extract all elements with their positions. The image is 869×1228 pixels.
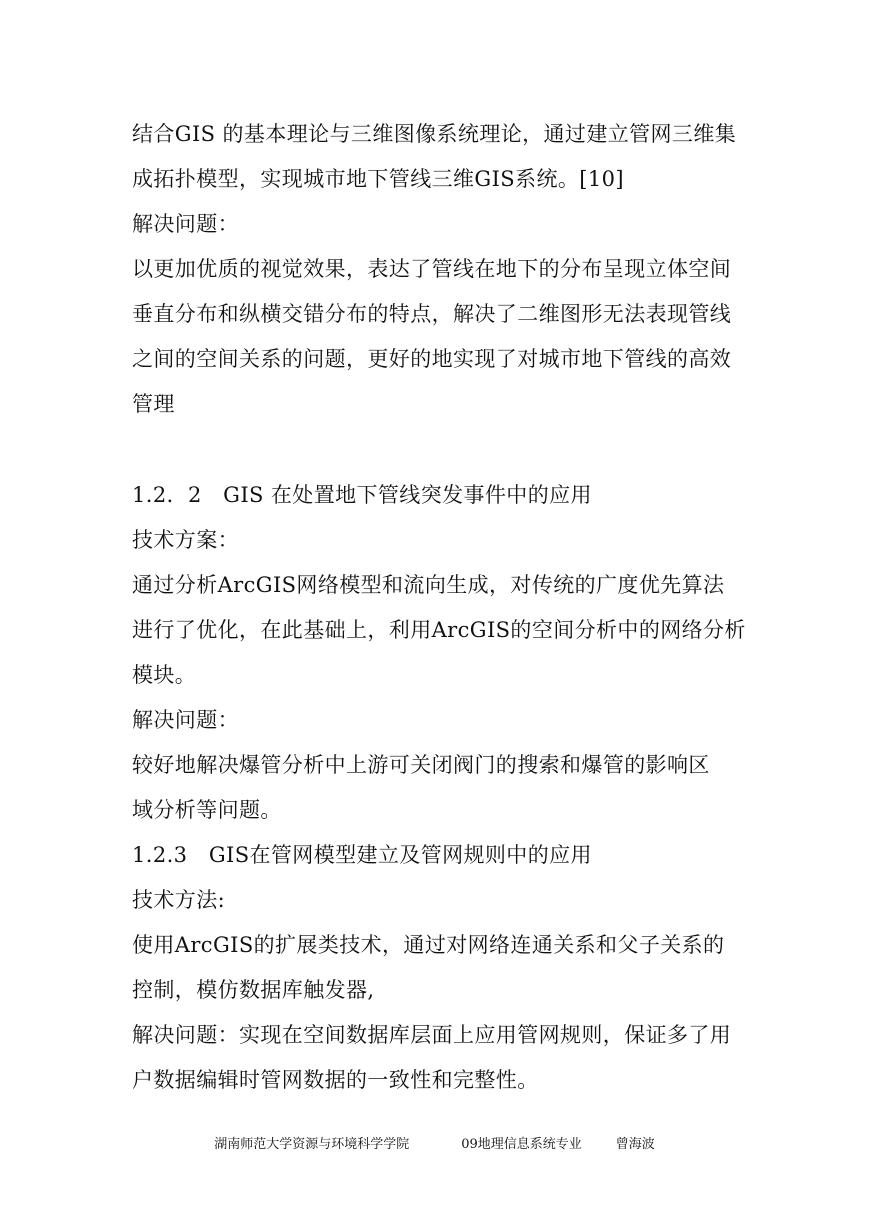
paragraph-gap	[132, 427, 752, 473]
paragraph-line: 通过分析ArcGIS网络模型和流向生成，对传统的广度优先算法	[132, 573, 725, 597]
page-footer	[0, 1134, 869, 1156]
label-technical-method: 技术方法:	[132, 888, 226, 912]
label-problem: 解决问题：	[132, 708, 239, 732]
paragraph-line: 域分析等问题。	[132, 798, 282, 822]
paragraph-line: 以更加优质的视觉效果，表达了管线在地下的分布呈现立体空间	[132, 257, 732, 281]
paragraph-line: 模块。	[132, 663, 197, 687]
paragraph-line: 成拓扑模型，实现城市地下管线三维GIS系统。[10]	[132, 167, 624, 191]
paragraph-line: 之间的空间关系的问题，更好的地实现了对城市地下管线的高效	[132, 347, 732, 371]
paragraph-line: 控制，模仿数据库触发器,	[132, 978, 375, 1002]
footer-institution: 湖南师范大学资源与环境科学学院	[214, 1137, 410, 1152]
paragraph-line: 较好地解决爆管分析中上游可关闭阀门的搜索和爆管的影响区	[132, 753, 710, 777]
paragraph-line: 管理	[132, 392, 175, 416]
footer-author: 曾海波	[615, 1137, 655, 1152]
footer-major: 09地理信息系统专业	[461, 1137, 582, 1152]
paragraph-line: 解决问题：实现在空间数据库层面上应用管网规则，保证多了用	[132, 1023, 732, 1047]
paragraph-line: 使用ArcGIS的扩展类技术，通过对网络连通关系和父子关系的	[132, 933, 725, 957]
paragraph-line: 结合GIS 的基本理论与三维图像系统理论，通过建立管网三维集	[132, 122, 737, 146]
document-body	[132, 112, 752, 1103]
section-heading-1-2-2: 1.2．2 GIS 在处置地下管线突发事件中的应用	[132, 483, 592, 507]
label-problem: 解决问题：	[132, 212, 239, 236]
label-technical-plan: 技术方案：	[132, 528, 239, 552]
section-heading-1-2-3: 1.2.3 GIS在管网模型建立及管网规则中的应用	[132, 843, 592, 867]
paragraph-line: 户数据编辑时管网数据的一致性和完整性。	[132, 1068, 539, 1092]
paragraph-line: 垂直分布和纵横交错分布的特点，解决了二维图形无法表现管线	[132, 302, 732, 326]
paragraph-line: 进行了优化，在此基础上，利用ArcGIS的空间分析中的网络分析	[132, 618, 746, 642]
